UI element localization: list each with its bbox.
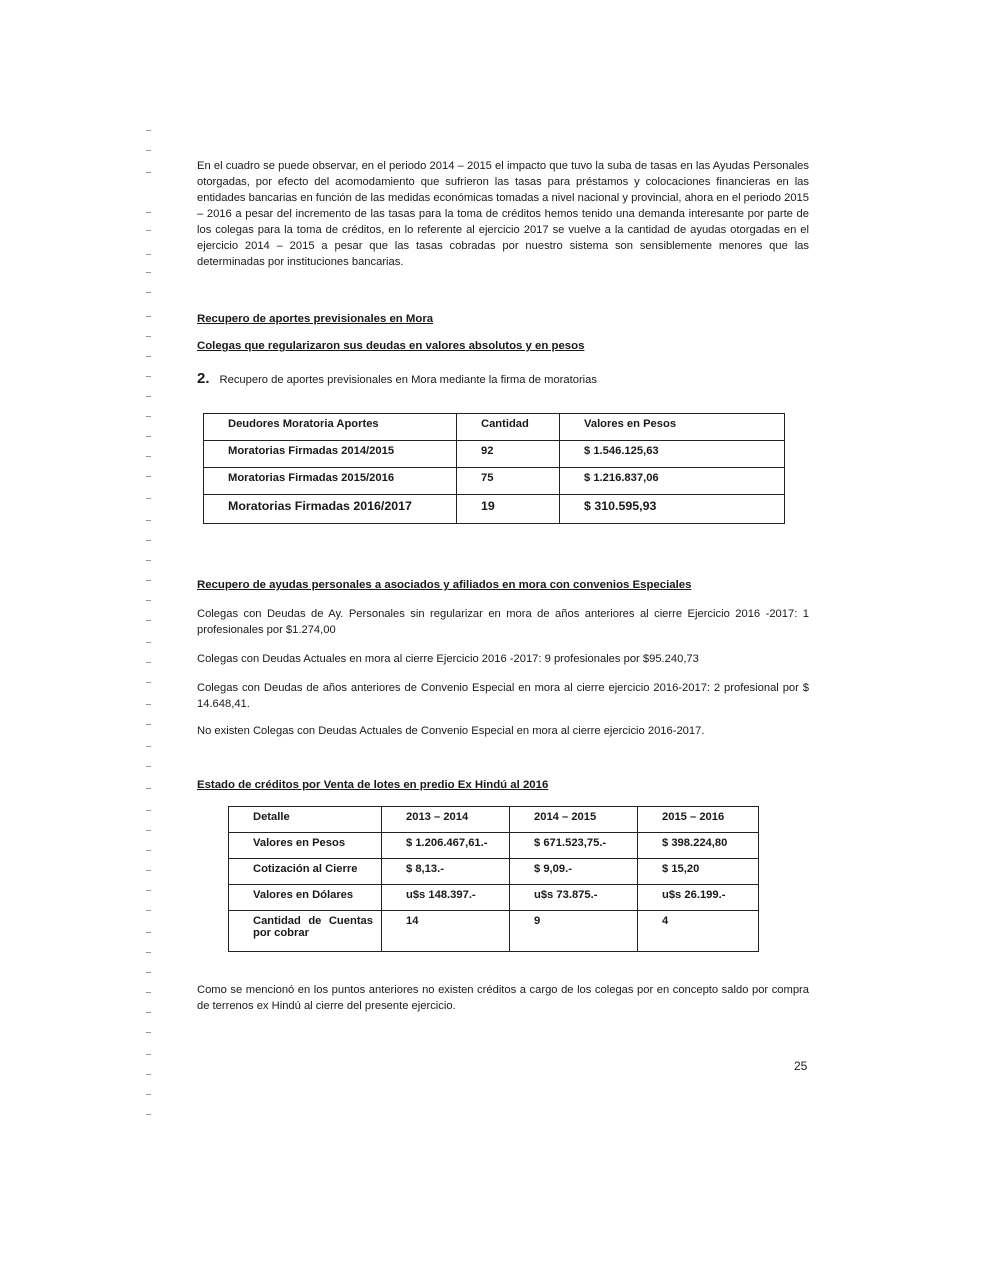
section-heading-aportes-mora: Recupero de aportes previsionales en Mora [197, 313, 434, 325]
table-cell: $ 398.224,80 [638, 833, 759, 859]
table-cell: 14 [382, 911, 510, 952]
table-cell: $ 671.523,75.- [510, 833, 638, 859]
table-cell: Valores en Dólares [229, 885, 382, 911]
table-header-cell: Deudores Moratoria Aportes [204, 414, 457, 441]
table-cell: $ 9,09.- [510, 859, 638, 885]
table-cell: u$s 26.199.- [638, 885, 759, 911]
table-cell: 19 [457, 495, 560, 524]
table-header-cell: 2015 – 2016 [638, 807, 759, 833]
numbered-item [197, 370, 597, 387]
table-header-cell: 2014 – 2015 [510, 807, 638, 833]
table-cell: $ 310.595,93 [560, 495, 785, 524]
table-header-cell: Detalle [229, 807, 382, 833]
table-cell: $ 8,13.- [382, 859, 510, 885]
section-heading-ayudas-personales: Recupero de ayudas personales a asociados y afiliados en mora con convenios Especiales [197, 579, 692, 591]
table-cell: Moratorias Firmadas 2016/2017 [204, 495, 457, 524]
paragraph: Colegas con Deudas Actuales en mora al cierre Ejercicio 2016 -2017: 9 profesionales por $95.240,73 [197, 653, 699, 665]
section-heading-venta-lotes: Estado de créditos por Venta de lotes en predio Ex Hindú al 2016 [197, 779, 549, 791]
table-cell: 75 [457, 468, 560, 495]
table-cell: Cotización al Cierre [229, 859, 382, 885]
table-header-row [229, 807, 759, 833]
table-cell: Valores en Pesos [229, 833, 382, 859]
intro-paragraph: En el cuadro se puede observar, en el periodo 2014 – 2015 el impacto que tuvo la suba de tasas en las Ayudas Personales otorgadas, por efecto del acomodamiento que sufrieron las tasas para préstamos y colocaciones financieras en las entidades bancarias en función de las medidas económicas tomadas a nivel nacional y provincial, ahora en el periodo 2015 – 2016 a pesar del incremento de las tasas para la toma de créditos hemos tenido una demanda interesante por parte de los colegas para la toma de créditos, en lo referente al ejercicio 2017 se vuelve a la cantidad de ayudas otorgadas en el ejercicio 2014 – 2015 a pesar que las tasas cobradas por nuestro sistema son sensiblemente menores que las determinadas por instituciones bancarias. [197, 160, 809, 268]
section-subheading-colegas: Colegas que regularizaron sus deudas en valores absolutos y en pesos [197, 340, 585, 352]
table-cell: Moratorias Firmadas 2014/2015 [204, 441, 457, 468]
item-text: Recupero de aportes previsionales en Mora mediante la firma de moratorias [219, 374, 597, 386]
table-cell: $ 1.206.467,61.- [382, 833, 510, 859]
moratorias-table [203, 413, 785, 524]
table-header-row [204, 414, 785, 441]
paragraph: Colegas con Deudas de años anteriores de Convenio Especial en mora al cierre ejercicio 2016-2017: 2 profesional por $ 14.648,41. [197, 682, 809, 710]
table-header-cell: 2013 – 2014 [382, 807, 510, 833]
table-header-cell: Cantidad [457, 414, 560, 441]
table-cell: u$s 148.397.- [382, 885, 510, 911]
table-cell: Moratorias Firmadas 2015/2016 [204, 468, 457, 495]
table-cell: 92 [457, 441, 560, 468]
table-header-cell: Valores en Pesos [560, 414, 785, 441]
table-row [229, 833, 759, 859]
table-cell: 9 [510, 911, 638, 952]
table-row [204, 441, 785, 468]
table-row [204, 468, 785, 495]
table-cell: $ 15,20 [638, 859, 759, 885]
table-cell: Cantidad de Cuentas por cobrar [229, 911, 382, 952]
paragraph: No existen Colegas con Deudas Actuales de Convenio Especial en mora al cierre ejercicio 2016-2017. [197, 725, 705, 737]
page-number: 25 [794, 1059, 808, 1073]
closing-paragraph: Como se mencionó en los puntos anteriores no existen créditos a cargo de los colegas por en concepto saldo por compra de terrenos ex Hindú al cierre del presente ejercicio. [197, 984, 809, 1012]
item-number: 2. [197, 370, 210, 387]
table-row [229, 885, 759, 911]
margin-tick-marks [146, 120, 154, 1130]
lotes-table [228, 806, 759, 952]
table-cell: $ 1.216.837,06 [560, 468, 785, 495]
table-cell: $ 1.546.125,63 [560, 441, 785, 468]
table-row [229, 859, 759, 885]
table-row [204, 495, 785, 524]
table-cell: 4 [638, 911, 759, 952]
table-cell: u$s 73.875.- [510, 885, 638, 911]
paragraph: Colegas con Deudas de Ay. Personales sin regularizar en mora de años anteriores al cierre Ejercicio 2016 -2017: 1 profesionales por $1.274,00 [197, 608, 809, 636]
table-row [229, 911, 759, 952]
